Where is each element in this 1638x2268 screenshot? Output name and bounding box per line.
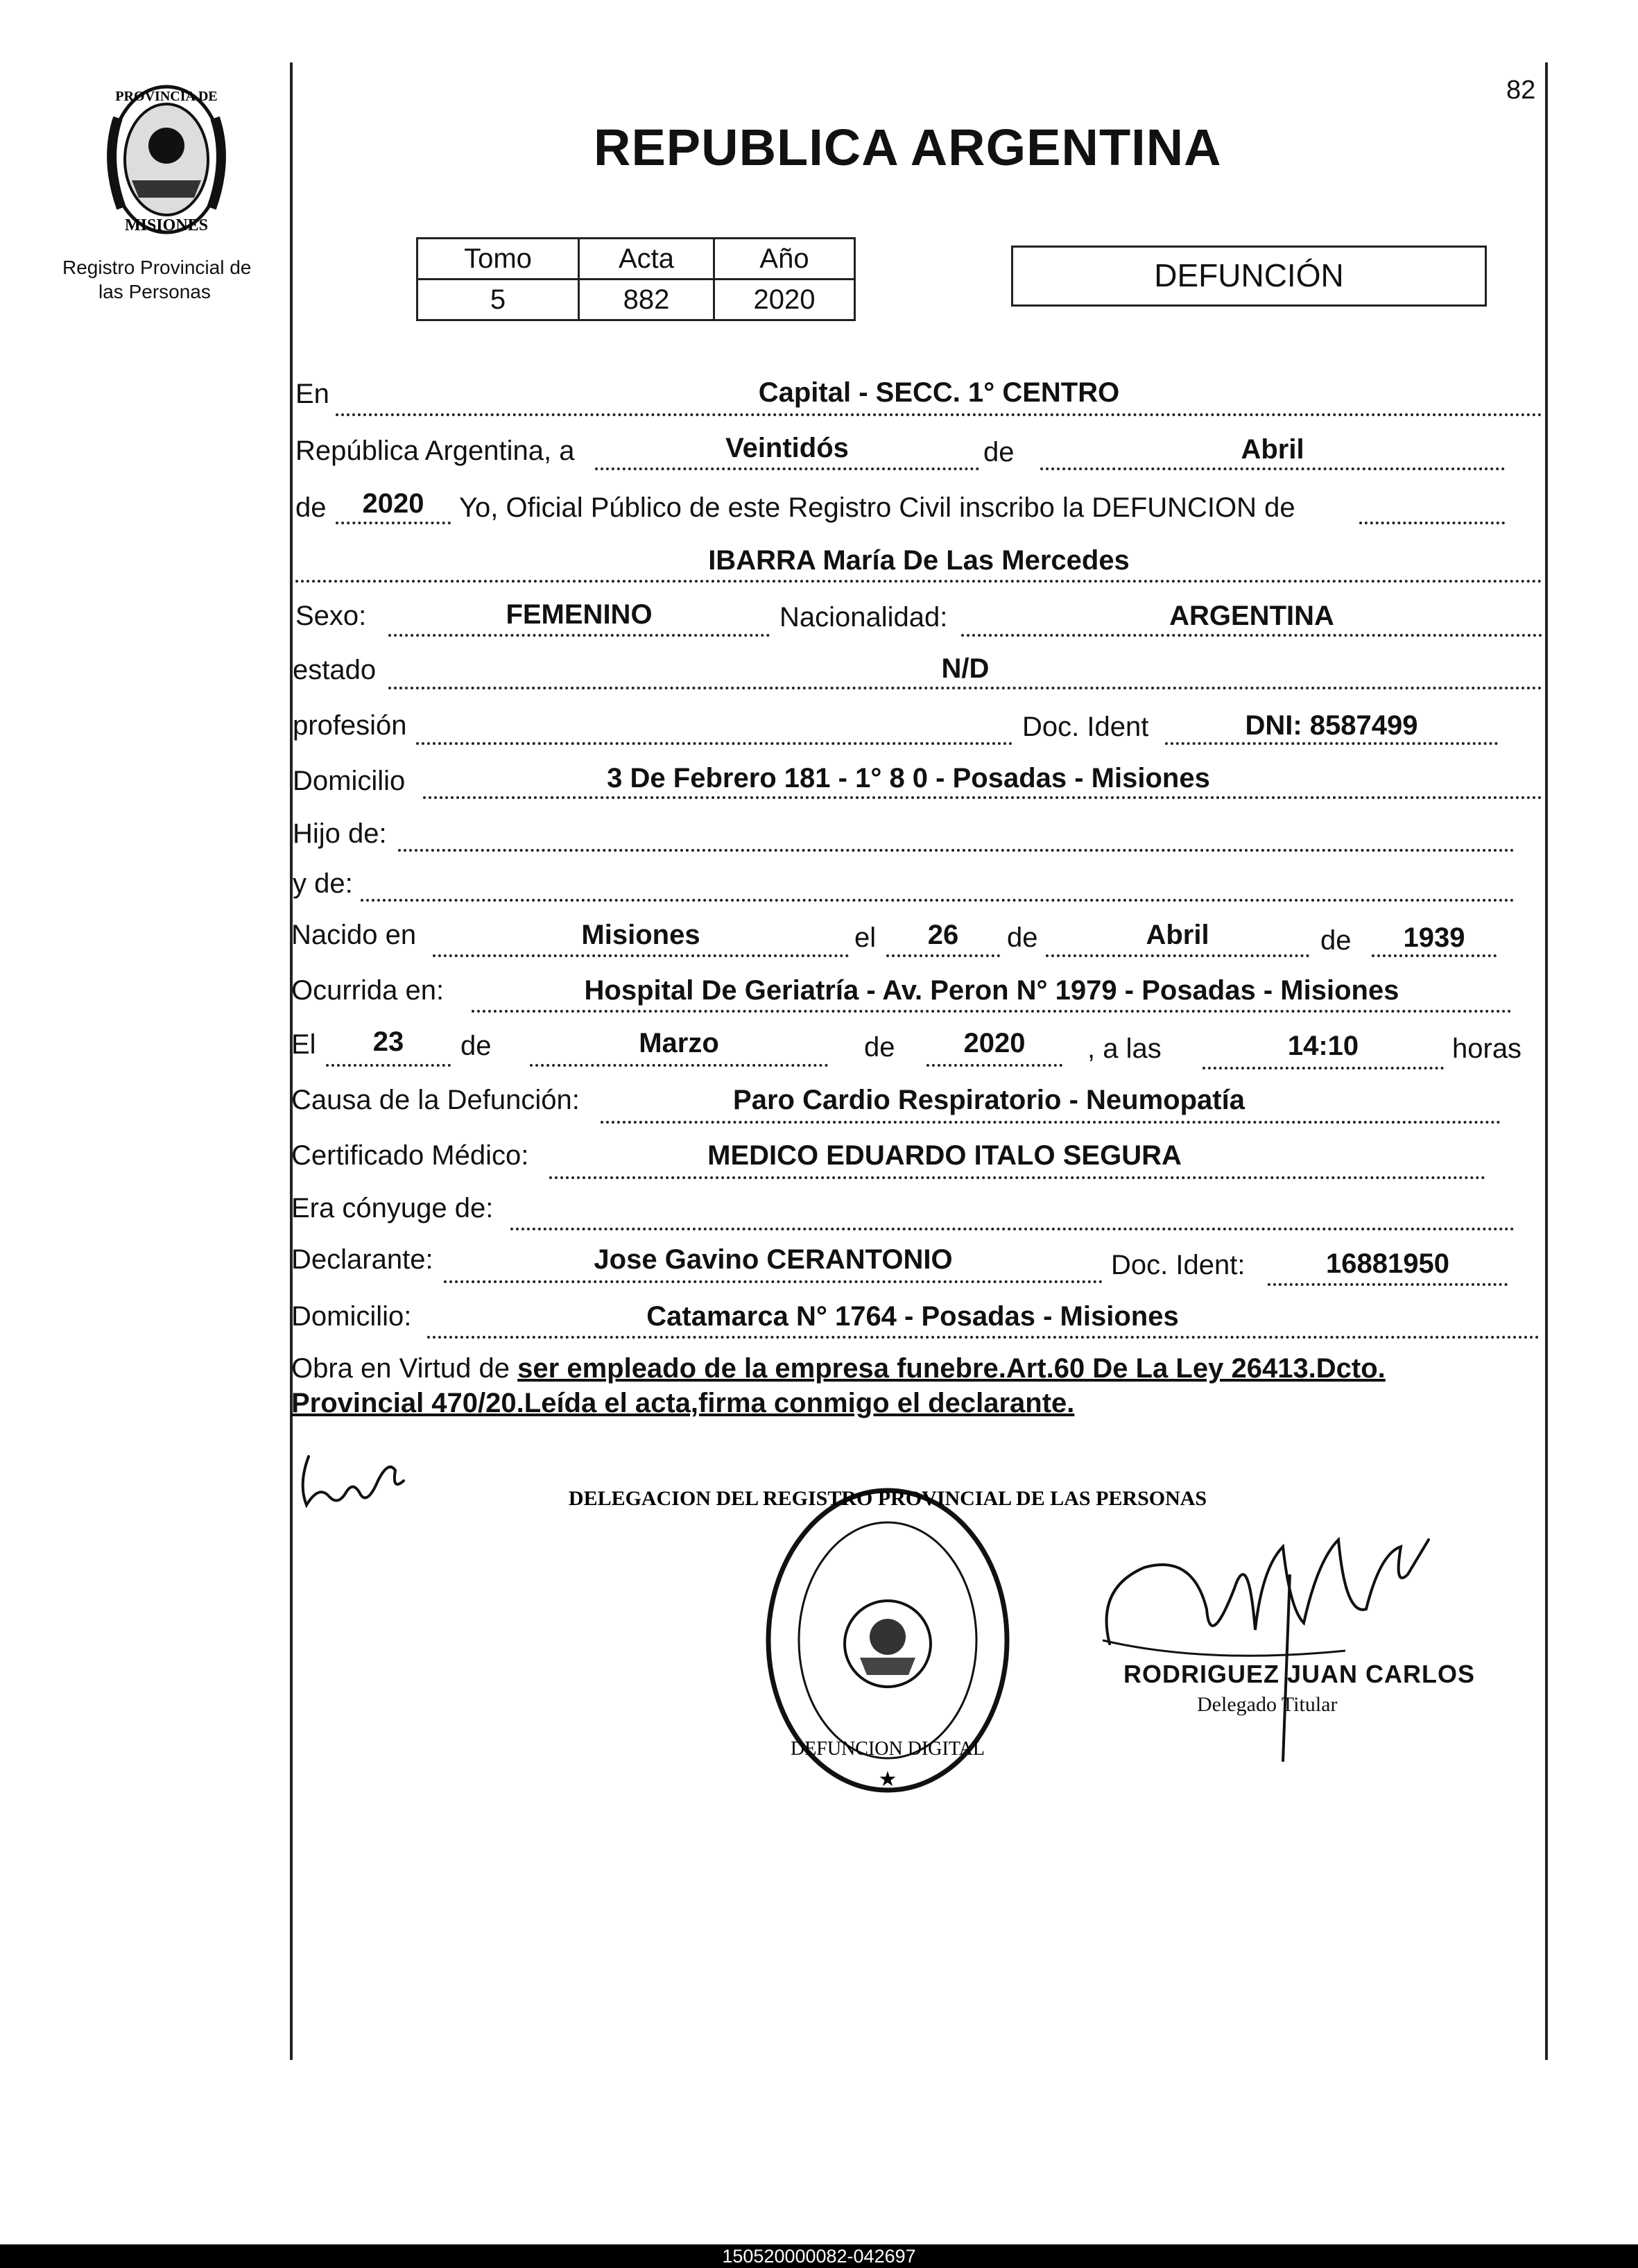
day-value: Veintidós (725, 433, 849, 463)
en-value: Capital - SECC. 1° CENTRO (758, 377, 1120, 408)
domicilio-line (423, 796, 1542, 799)
country-title: REPUBLICA ARGENTINA (594, 119, 1222, 176)
ref-value-acta: 882 (579, 280, 714, 320)
declarante-label: Declarante: (291, 1244, 433, 1275)
yo-text: Yo, Oficial Público de este Registro Civil inscribo la DEFUNCION de (459, 492, 1295, 523)
year-value: 2020 (362, 488, 424, 519)
registry-name-line2: las Personas (98, 281, 211, 302)
ocurrida-label: Ocurrida en: (291, 975, 445, 1006)
nacido-label: Nacido en (291, 920, 417, 950)
certificado-value: MEDICO EDUARDO ITALO SEGURA (707, 1140, 1182, 1171)
doc2-value: 16881950 (1326, 1248, 1449, 1279)
obra-line2 (291, 1386, 1074, 1420)
year-label: de (295, 492, 327, 523)
birth-month-value: Abril (1146, 920, 1209, 950)
ref-header-tomo: Tomo (417, 239, 579, 280)
ref-value-anio: 2020 (714, 280, 855, 320)
right-border-line (1545, 62, 1548, 2060)
ref-header-anio: Año (714, 239, 855, 280)
hijo-label: Hijo de: (293, 818, 387, 849)
obra-value-line1: ser empleado de la empresa funebre.Art.60 De La Ley 26413.Dcto. (517, 1353, 1386, 1384)
name-value: IBARRA María De Las Mercedes (708, 545, 1130, 576)
record-type-box: DEFUNCIÓN (1011, 246, 1487, 307)
domicilio2-line (427, 1336, 1540, 1339)
domicilio2-value: Catamarca N° 1764 - Posadas - Misiones (646, 1301, 1179, 1332)
year-line (336, 522, 451, 524)
profesion-label: profesión (293, 710, 407, 741)
doc2-line (1268, 1283, 1508, 1286)
domicilio-label: Domicilio (293, 766, 406, 796)
month-value: Abril (1241, 434, 1304, 465)
handwritten-initials (291, 1443, 430, 1519)
republica-label: República Argentina, a (295, 436, 575, 466)
declarante-value: Jose Gavino CERANTONIO (594, 1244, 953, 1275)
death-day-value: 23 (372, 1026, 404, 1057)
signatory-name: RODRIGUEZ JUAN CARLOS (1123, 1660, 1476, 1688)
birth-month-line (1046, 954, 1309, 957)
reference-table (416, 237, 856, 321)
birth-day-line (886, 954, 1000, 957)
nacionalidad-line (961, 634, 1542, 637)
domicilio2-label: Domicilio: (291, 1301, 412, 1332)
estado-line (388, 687, 1542, 689)
seal-text: DELEGACION DEL REGISTRO PROVINCIAL DE LAS PERSONAS (568, 1487, 1207, 1510)
de4-label: de (864, 1032, 895, 1063)
doc-value: DNI: 8587499 (1245, 710, 1418, 741)
sexo-value: FEMENINO (506, 599, 653, 630)
nacionalidad-value: ARGENTINA (1169, 601, 1334, 631)
yde-line (361, 899, 1515, 902)
doc-label: Doc. Ident (1022, 712, 1149, 742)
el-label: el (854, 922, 877, 953)
official-seal (568, 1477, 1207, 1803)
certificado-line (549, 1176, 1485, 1179)
nacido-value: Misiones (581, 920, 700, 950)
domicilio-value: 3 De Febrero 181 - 1° 8 0 - Posadas - Misiones (607, 763, 1210, 793)
causa-line (601, 1121, 1501, 1124)
hijo-line (398, 849, 1515, 852)
sexo-label: Sexo: (295, 601, 367, 631)
death-year-line (926, 1064, 1062, 1067)
de-label: de (983, 437, 1015, 467)
logo-text-bottom: MISIONES (124, 216, 209, 234)
death-year-value: 2020 (963, 1028, 1026, 1058)
obra-line1 (291, 1351, 1540, 1386)
death-time-line (1202, 1067, 1444, 1069)
obra-label: Obra en Virtud de (291, 1353, 510, 1384)
death-month-value: Marzo (639, 1028, 719, 1058)
seal-inner-text: DEFUNCION DIGITAL (790, 1738, 985, 1760)
de1-label: de (1007, 922, 1038, 953)
day-line (595, 467, 979, 470)
yde-label: y de: (293, 868, 353, 899)
sexo-line (388, 634, 770, 637)
nacido-line (433, 954, 849, 957)
obra-value-line2: Provincial 470/20.Leída el acta,firma conmigo el declarante. (291, 1388, 1075, 1418)
alas-label: , a las (1087, 1033, 1162, 1064)
month-line (1040, 467, 1505, 470)
causa-value: Paro Cardio Respiratorio - Neumopatía (733, 1085, 1245, 1115)
estado-label: estado (293, 655, 377, 685)
province-emblem-logo (90, 76, 243, 243)
logo-text-top: PROVINCIA DE (115, 89, 218, 104)
de2-label: de (1320, 925, 1352, 956)
nacionalidad-label: Nacionalidad: (779, 602, 948, 633)
name-line (295, 580, 1542, 583)
birth-year-value: 1939 (1403, 922, 1465, 953)
el2-label: El (291, 1029, 316, 1060)
footer-code: 150520000082-042697 (0, 2244, 1638, 2268)
horas-label: horas (1452, 1033, 1522, 1064)
en-line (336, 413, 1542, 416)
yo-trailing-line (1359, 522, 1505, 524)
doc-line (1165, 742, 1498, 745)
signatory-title: Delegado Titular (1197, 1693, 1338, 1716)
death-day-line (326, 1064, 451, 1067)
birth-day-value: 26 (927, 920, 959, 950)
ocurrida-line (472, 1010, 1512, 1013)
ref-header-acta: Acta (579, 239, 714, 280)
ref-value-tomo: 5 (417, 280, 579, 320)
declarante-line (444, 1280, 1103, 1283)
estado-value: N/D (941, 653, 990, 684)
death-month-line (530, 1064, 828, 1067)
certificado-label: Certificado Médico: (291, 1140, 529, 1171)
causa-label: Causa de la Defunción: (291, 1085, 580, 1115)
ocurrida-value: Hospital De Geriatría - Av. Peron N° 1979 - Posadas - Misiones (584, 975, 1399, 1006)
profesion-line (416, 742, 1012, 745)
registry-name-line1: Registro Provincial de (62, 257, 252, 278)
en-label: En (295, 379, 329, 409)
seal-star-icon: ★ (878, 1768, 897, 1791)
page-number: 82 (1506, 76, 1536, 105)
birth-year-line (1372, 954, 1497, 957)
death-time-value: 14:10 (1287, 1031, 1359, 1061)
conyuge-label: Era cónyuge de: (291, 1193, 494, 1223)
doc2-label: Doc. Ident: (1111, 1250, 1245, 1280)
conyuge-line (510, 1228, 1515, 1230)
handwritten-signature (1082, 1505, 1484, 1782)
left-margin-line (290, 62, 293, 2060)
de3-label: de (460, 1031, 492, 1061)
